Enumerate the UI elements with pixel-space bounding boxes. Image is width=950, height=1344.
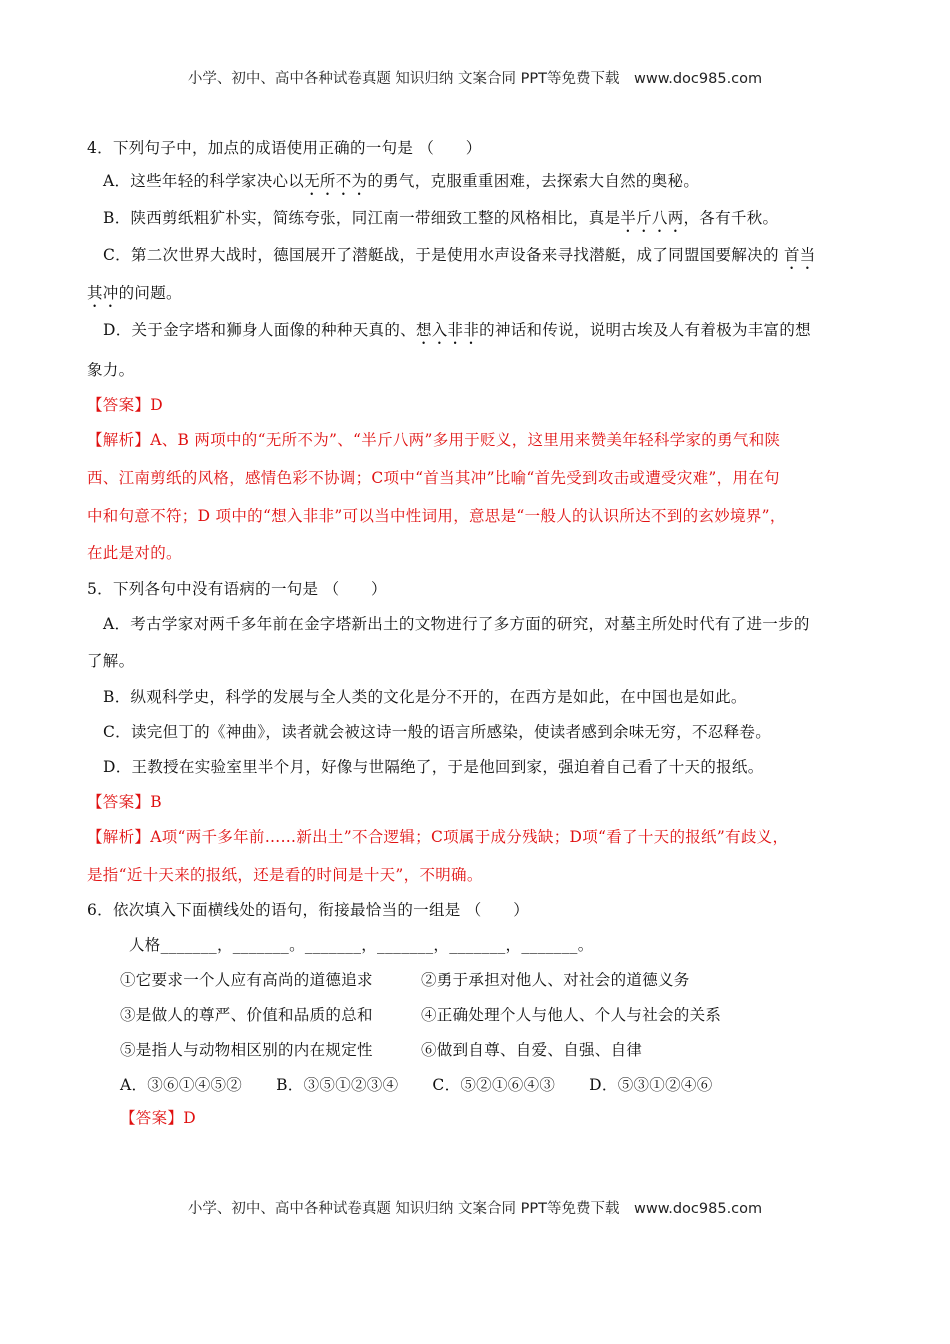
q6-blank-line: 人格_______，_______。_______，_______，_______，_______。	[129, 936, 594, 954]
text: C．第二次世界大战时，德国展开了潜艇战，于是使用水声设备来寻找潜艇，成了同盟国要解决的	[103, 246, 784, 264]
text: ，各有千秋。	[683, 209, 779, 227]
emphasized-idiom: 半斤八两	[620, 209, 684, 227]
q5-stem: 5．下列各句中没有语病的一句是 （ ）	[87, 580, 387, 598]
q4-option-b	[103, 208, 778, 236]
q4-option-a	[103, 171, 699, 199]
page-footer: 小学、初中、高中各种试卷真题 知识归纳 文案合同 PPT等免费下载 www.doc985.com	[187, 1201, 763, 1217]
page-header: 小学、初中、高中各种试卷真题 知识归纳 文案合同 PPT等免费下载 www.doc985.com	[187, 71, 763, 87]
q4-stem: 4．下列句子中，加点的成语使用正确的一句是 （ ）	[87, 139, 482, 157]
text: 的神话和传说，说明古埃及人有着极为丰富的想	[479, 321, 811, 339]
q4-option-d-cont: 象力。	[87, 361, 135, 379]
q5-answer: 【答案】B	[87, 793, 162, 811]
q5-option-a-cont: 了解。	[87, 652, 135, 670]
text: D．关于金字塔和狮身人面像的种种天真的、	[103, 321, 416, 339]
text: 的问题。	[118, 284, 182, 302]
choice-b: B．③⑤①②③④	[276, 1076, 399, 1094]
q4-answer: 【答案】D	[87, 396, 163, 414]
q6-stem: 6．依次填入下面横线处的语句，衔接最恰当的一组是 （ ）	[87, 901, 529, 919]
q4-option-d	[103, 320, 811, 348]
q5-option-a: A．考古学家对两千多年前在金字塔新出土的文物进行了多方面的研究，对墓主所处时代有了进一步的	[103, 615, 810, 633]
q4-explanation: 【解析】A、B 两项中的“无所不为”、“半斤八两”多用于贬义，这里用来赞美年轻科学家的勇气和陕	[87, 431, 781, 449]
q5-option-b: B．纵观科学史，科学的发展与全人类的文化是分不开的，在西方是如此，在中国也是如此。	[103, 688, 747, 706]
q4-explanation: 中和句意不符；D 项中的“想入非非”可以当中性词用，意思是“一般人的认识所达不到的玄妙境界”，	[87, 507, 786, 525]
choice-c: C．⑤②①⑥④③	[432, 1076, 556, 1094]
text: 的勇气，克服重重困难，去探索大自然的奥秘。	[367, 172, 700, 190]
text: B．陕西剪纸粗犷朴实，简练夸张，同江南一带细致工整的风格相比，真是	[103, 209, 621, 227]
q5-explanation: 【解析】A项“两千多年前……新出土”不合逻辑；C项属于成分残缺；D项“看了十天的报纸”有歧义，	[87, 828, 789, 846]
choice-a: A．③⑥①④⑤②	[120, 1076, 243, 1094]
q5-option-d: D．王教授在实验室里半个月，好像与世隔绝了，于是他回到家，强迫着自己看了十天的报纸。	[103, 758, 764, 776]
q5-explanation: 是指“近十天来的报纸，还是看的时间是十天”，不明确。	[87, 866, 483, 884]
q6-option-2: ②勇于承担对他人、对社会的道德义务	[421, 971, 690, 989]
q6-option-1: ①它要求一个人应有高尚的道德追求	[120, 971, 373, 989]
q4-explanation: 西、江南剪纸的风格，感情色彩不协调；C项中“首当其冲”比喻“首先受到攻击或遭受灾难”，用在句	[87, 469, 780, 487]
emphasized-idiom: 想入非非	[415, 321, 480, 339]
q6-answer: 【答案】D	[120, 1109, 196, 1127]
q6-option-6: ⑥做到自尊、自爱、自强、自律	[421, 1041, 643, 1059]
q6-option-4: ④正确处理个人与他人、个人与社会的关系	[421, 1006, 722, 1024]
emphasized-idiom: 首当	[784, 246, 816, 264]
q4-explanation: 在此是对的。	[87, 544, 182, 562]
q4-option-c	[103, 245, 816, 273]
emphasized-idiom: 其冲	[87, 284, 119, 302]
q6-option-3: ③是做人的尊严、价值和品质的总和	[120, 1006, 373, 1024]
text: A．这些年轻的科学家决心以	[103, 172, 305, 190]
emphasized-idiom: 无所不为	[304, 172, 368, 190]
q4-option-c-cont	[87, 283, 182, 311]
q6-option-5: ⑤是指人与动物相区别的内在规定性	[120, 1041, 373, 1059]
choice-d: D．⑤③①②④⑥	[589, 1076, 713, 1094]
q6-choices	[120, 1075, 713, 1095]
q5-option-c: C．读完但丁的《神曲》，读者就会被这诗一般的语言所感染，使读者感到余味无穷，不忍释卷。	[103, 723, 772, 741]
